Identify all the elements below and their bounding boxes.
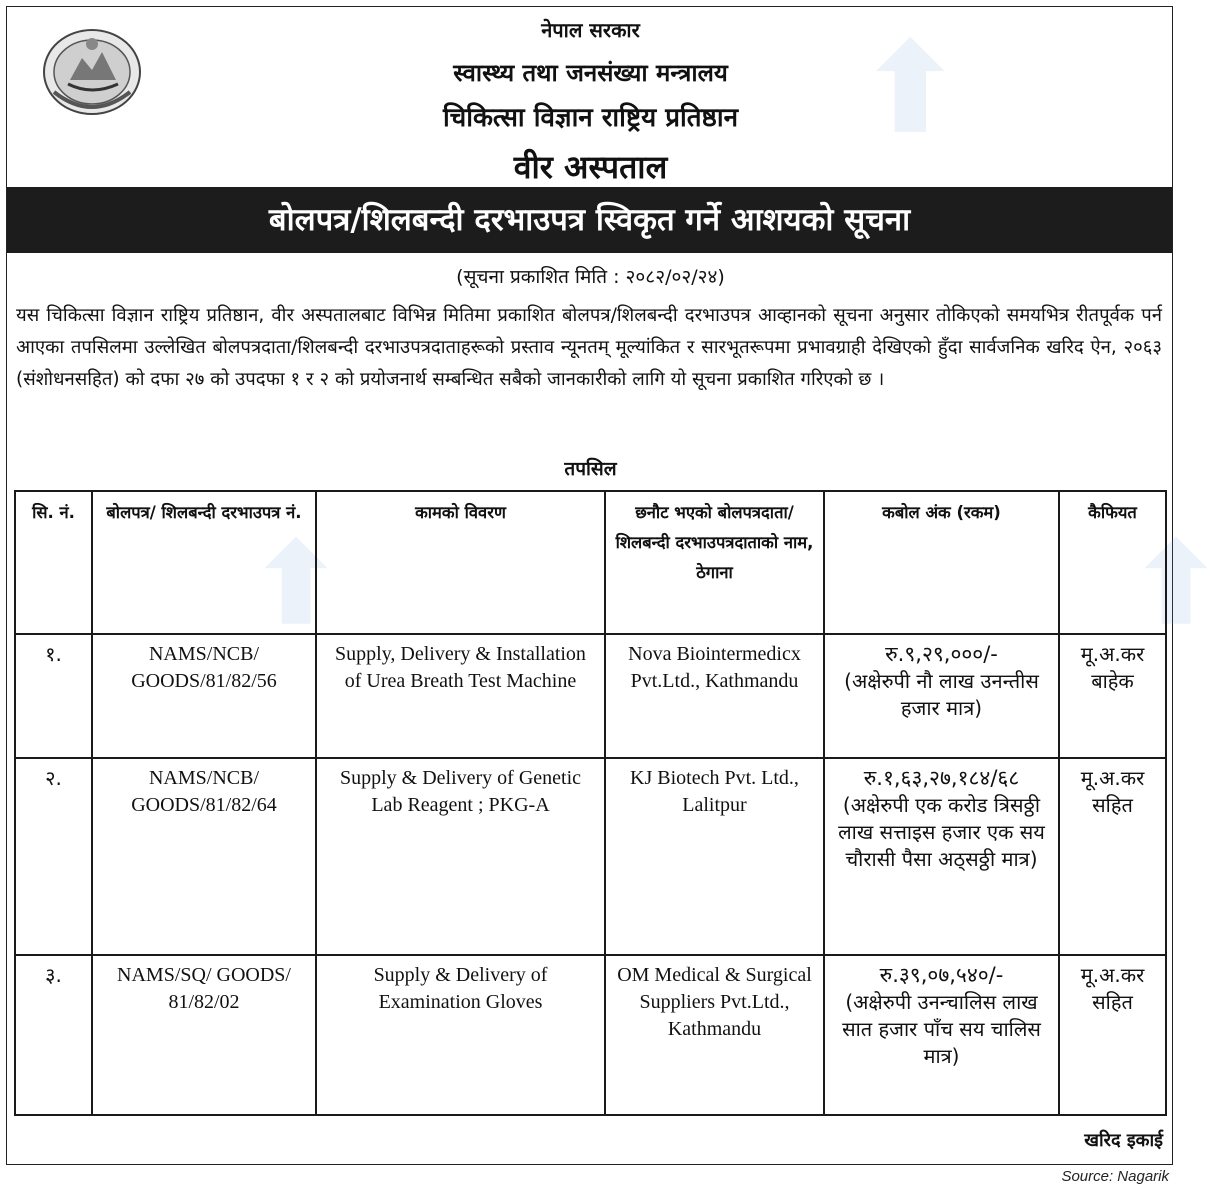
row-serial: १. (15, 634, 92, 758)
row-serial: ३. (15, 955, 92, 1115)
amount-figure: रु.३९,०७,५४०/- (879, 963, 1004, 987)
amount-figure: रु.९,२९,०००/- (885, 642, 998, 666)
row-work-description: Supply & Delivery of Genetic Lab Reagent ; PKG-A (316, 758, 605, 955)
notice-body-paragraph: यस चिकित्सा विज्ञान राष्ट्रिय प्रतिष्ठान, वीर अस्पतालबाट विभिन्न मितिमा प्रकाशित बोलपत्र/शिलबन्दी दरभाउपत्र आव्हानको सूचना अनुसार तोकिएको समयभित्र रीतपूर्वक पर्न आएका तपसिलमा उल्लेखित बोलपत्रदाता/शिलबन्दी दरभाउपत्रदाताहरूको प्रस्ताव न्यूनतम् मूल्यांकित र सारभूतरूपमा प्रभावग्राही देखिएको हुँदा सार्वजनिक खरिद ऐन, २०६३ (संशोधनसहित) को दफा २७ को उपदफा १ र २ को प्रयोजनार्थ सम्बन्धित सबैको जानकारीको लागि यो सूचना प्रकाशित गरिएको छ । (16, 305, 1162, 390)
awarded-bids-table (14, 490, 1167, 1116)
amount-in-words: (अक्षेरुपी उनन्चालिस लाख सात हजार पाँच सय चालिस मात्र) (842, 990, 1041, 1068)
watermark-arrow-icon: ⬆ (860, 22, 961, 156)
column-header-selected-bidder: छनौट भएको बोलपत्रदाता/शिलबन्दी दरभाउपत्रदाताको नाम, ठेगाना (605, 491, 824, 634)
column-header-bid-number: बोलपत्र/ शिलबन्दी दरभाउपत्र नं. (92, 491, 316, 634)
row-remark: मू.अ.कर सहित (1059, 758, 1166, 955)
row-bid-number: NAMS/NCB/ GOODS/81/82/64 (92, 758, 316, 955)
notice-banner-title: बोलपत्र/शिलबन्दी दरभाउपत्र स्विकृत गर्ने आशयको सूचना (7, 187, 1172, 253)
column-header-serial: सि. नं. (15, 491, 92, 634)
table-row (15, 955, 1166, 1115)
row-bid-amount (824, 955, 1059, 1115)
row-work-description: Supply & Delivery of Examination Gloves (316, 955, 605, 1115)
column-header-remarks: कैफियत (1059, 491, 1166, 634)
row-serial: २. (15, 758, 92, 955)
hospital-title: वीर अस्पताल (513, 148, 668, 186)
amount-in-words: (अक्षेरुपी एक करोड त्रिसठ्ठी लाख सत्ताइस हजार एक सय चौरासी पैसा अठ्सठ्ठी मात्र) (838, 793, 1045, 871)
row-remark: मू.अ.कर बाहेक (1059, 634, 1166, 758)
row-bidder-name: OM Medical & Surgical Suppliers Pvt.Ltd., Kathmandu (605, 955, 824, 1115)
row-bidder-name: KJ Biotech Pvt. Ltd., Lalitpur (605, 758, 824, 955)
publication-date: (सूचना प्रकाशित मिति : २०८२/०२/२४) (456, 266, 725, 288)
table-row (15, 758, 1166, 955)
amount-in-words: (अक्षेरुपी नौ लाख उनन्तीस हजार मात्र) (844, 669, 1039, 720)
watermark-arrow-icon: ⬆ (250, 523, 343, 646)
procurement-unit-signature: खरिद इकाई (1084, 1130, 1163, 1151)
row-work-description: Supply, Delivery & Installation of Urea Breath Test Machine (316, 634, 605, 758)
row-remark: मू.अ.कर सहित (1059, 955, 1166, 1115)
column-header-work-description: कामको विवरण (316, 491, 605, 634)
row-bid-amount (824, 758, 1059, 955)
column-header-bid-amount: कबोल अंक (रकम) (824, 491, 1059, 634)
table-header-row (15, 491, 1166, 634)
watermark-arrow-icon: ⬆ (1130, 523, 1222, 646)
government-title: नेपाल सरकार (541, 18, 640, 42)
row-bid-amount (824, 634, 1059, 758)
source-credit: Source: Nagarik (1061, 1168, 1169, 1185)
academy-title: चिकित्सा विज्ञान राष्ट्रिय प्रतिष्ठान (442, 103, 739, 133)
row-bidder-name: Nova Biointermedicx Pvt.Ltd., Kathmandu (605, 634, 824, 758)
row-bid-number: NAMS/NCB/ GOODS/81/82/56 (92, 634, 316, 758)
row-bid-number: NAMS/SQ/ GOODS/ 81/82/02 (92, 955, 316, 1115)
amount-figure: रु.१,६३,२७,१८४/६८ (863, 766, 1020, 790)
table-row (15, 634, 1166, 758)
ministry-title: स्वास्थ्य तथा जनसंख्या मन्त्रालय (453, 59, 728, 87)
table-heading: तपसिल (564, 458, 617, 480)
